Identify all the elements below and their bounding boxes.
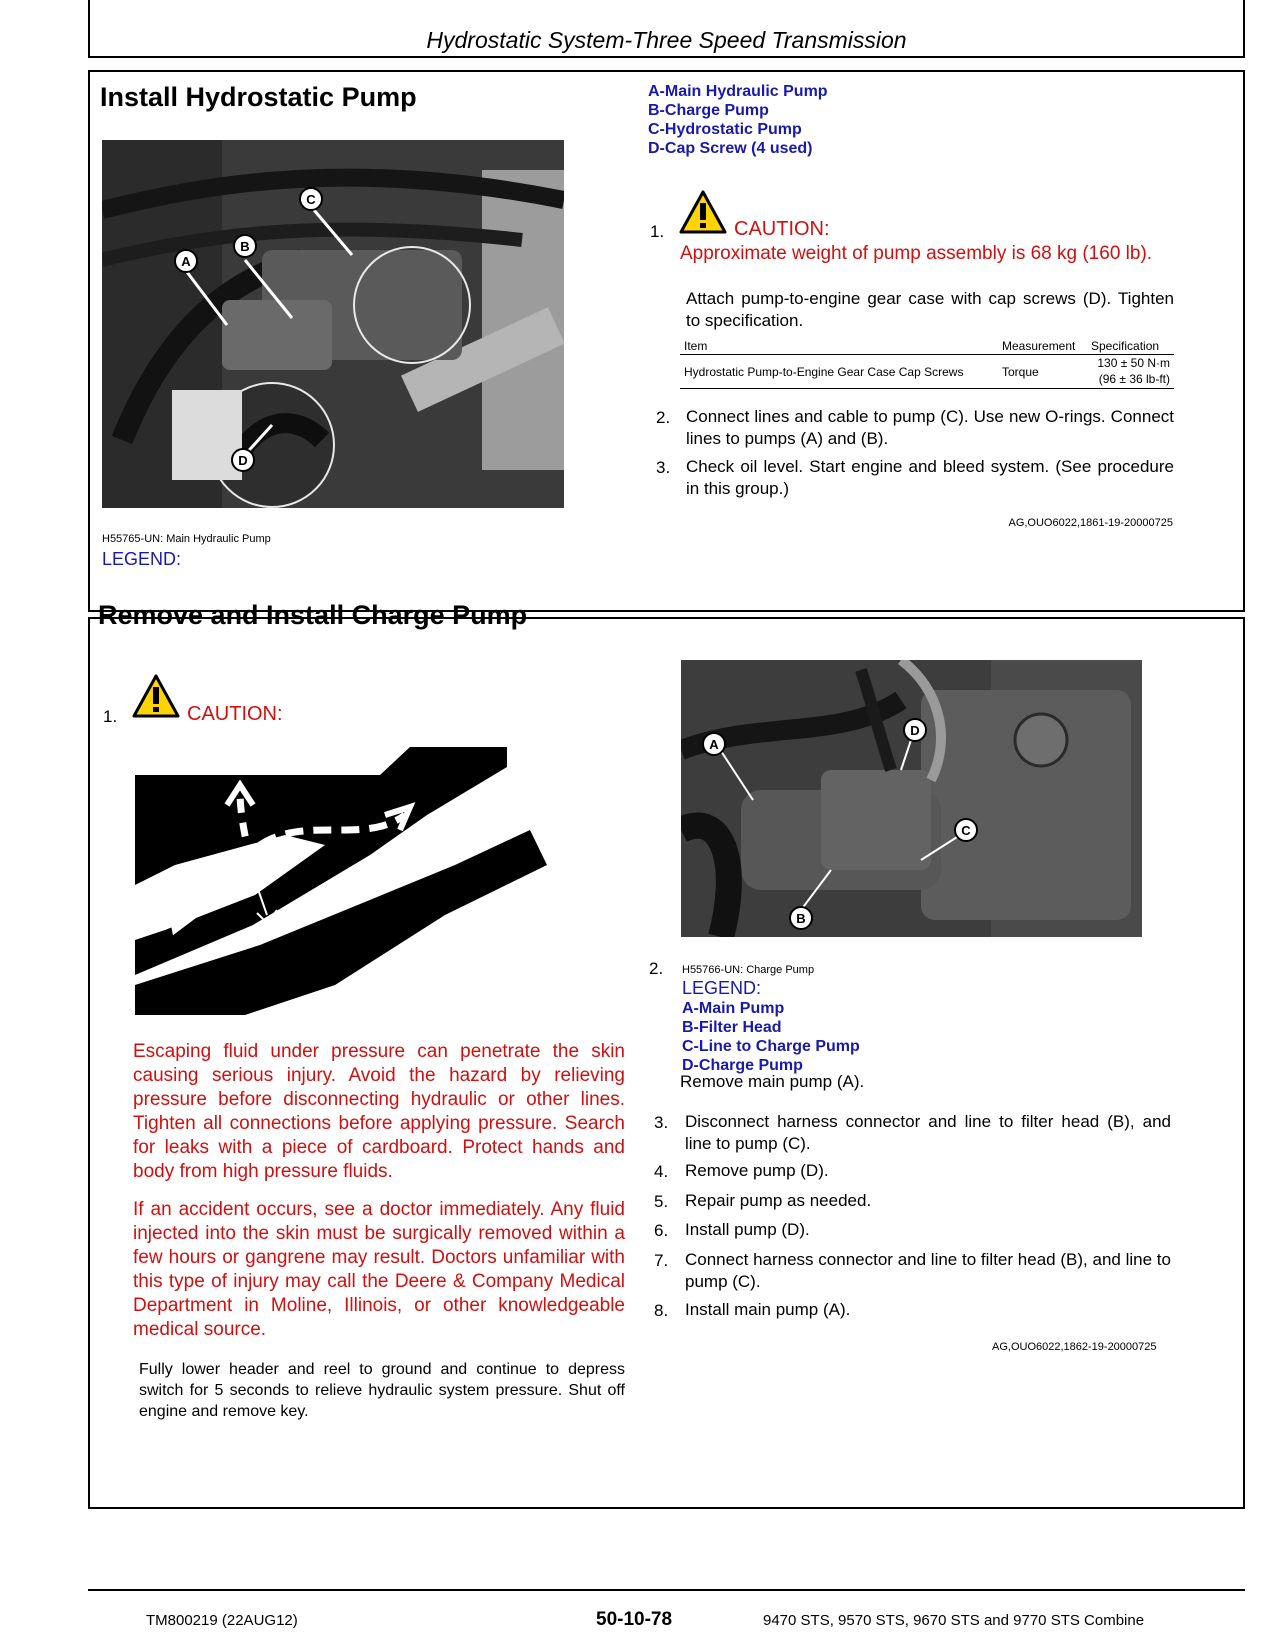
spec-measurement: Torque <box>1002 365 1039 379</box>
photo-caption: H55766-UN: Charge Pump <box>682 964 815 976</box>
step-number: 7. <box>654 1251 669 1270</box>
svg-text:C: C <box>961 823 971 838</box>
svg-text:D: D <box>910 723 920 738</box>
legend-item: B-Charge Pump <box>648 102 769 119</box>
legend-item: A-Main Pump <box>682 1000 785 1017</box>
charge-pump-photo <box>681 660 1142 937</box>
step-text: Remove pump (D). <box>685 1161 829 1180</box>
torque-spec-table <box>680 337 1174 390</box>
spec-header-item: Item <box>684 339 708 353</box>
spec-item: Hydrostatic Pump-to-Engine Gear Case Cap Screws <box>684 365 964 379</box>
step-text: Install main pump (A). <box>685 1300 851 1319</box>
warning-paragraph: If an accident occurs, see a doctor immediately. Any fluid injected into the skin must be surgically removed within a few hours or gangrene may result. Doctors unfamiliar with this type of injury may call the Deere & Company Medical Department in Moline, Illinois, or other knowledgeable medical source. <box>133 1199 625 1340</box>
step-number: 1. <box>650 222 665 241</box>
legend-item: B-Filter Head <box>682 1019 782 1036</box>
step-number: 2. <box>649 959 664 978</box>
svg-text:A: A <box>709 737 719 752</box>
legend-item: D-Cap Screw (4 used) <box>648 140 813 157</box>
svg-text:D: D <box>238 453 248 468</box>
callout-a <box>175 250 197 272</box>
step-number: 3. <box>654 1113 669 1132</box>
legend-list <box>648 82 828 158</box>
step-text: Remove main pump (A). <box>680 1072 865 1091</box>
svg-text:B: B <box>240 239 250 254</box>
step-number: 1. <box>103 707 118 726</box>
spec-table-header <box>680 337 1174 355</box>
high-pressure-fluid-hazard-icon <box>135 745 547 1015</box>
footer-page-number: 50-10-78 <box>596 1609 673 1630</box>
footer-rule <box>88 1589 1245 1591</box>
callout-c <box>955 819 977 841</box>
spec-value-metric: 130 ± 50 N·m <box>1097 356 1170 370</box>
spec-value-imperial: (96 ± 36 lb-ft) <box>1098 372 1170 386</box>
section-title: Remove and Install Charge Pump <box>98 600 528 630</box>
callout-b <box>790 907 812 929</box>
warning-paragraph: Escaping fluid under pressure can penetrate the skin causing serious injury. Avoid the hazard by relieving pressure before disconnecting hydraulic or other lines. Tighten all connections before applying pressure. Search for leaks with a piece of cardboard. Protect hands and body from high pressure fluids. <box>133 1041 625 1182</box>
legend-label: LEGEND: <box>682 978 762 998</box>
legend-list <box>682 999 860 1075</box>
step-text: Check oil level. Start engine and bleed system. (See procedure in this group.) <box>686 457 1174 498</box>
footer-model-list: 9470 STS, 9570 STS, 9670 STS and 9770 STS Combine <box>763 1612 1145 1629</box>
legend-item: C-Hydrostatic Pump <box>648 121 802 138</box>
callout-c <box>300 188 322 210</box>
caution-text: Approximate weight of pump assembly is 68 kg (160 lb). <box>680 243 1153 264</box>
svg-text:B: B <box>796 911 806 926</box>
step-number: 5. <box>654 1192 669 1211</box>
spec-table-row <box>680 355 1174 389</box>
footer-doc-id: TM800219 (22AUG12) <box>146 1612 298 1629</box>
legend-item: C-Line to Charge Pump <box>682 1038 860 1055</box>
page-header <box>88 0 1245 58</box>
pump-photo-illustration <box>102 140 564 508</box>
photo-caption: H55765-UN: Main Hydraulic Pump <box>102 533 271 545</box>
svg-text:C: C <box>306 192 316 207</box>
main-hydraulic-pump-photo <box>102 140 564 508</box>
page-header-title: Hydrostatic System-Three Speed Transmission <box>426 27 907 53</box>
caution-label: CAUTION: <box>734 218 830 240</box>
reference-code: AG,OUO6022,1862-19-20000725 <box>992 1341 1157 1353</box>
step-text: Install pump (D). <box>685 1220 810 1239</box>
spec-header-measurement: Measurement <box>1002 339 1076 353</box>
callout-b <box>234 235 256 257</box>
install-hydrostatic-pump-section <box>88 70 1245 612</box>
section-title: Install Hydrostatic Pump <box>100 82 417 112</box>
step-number: 6. <box>654 1221 669 1240</box>
step-text: Connect lines and cable to pump (C). Use new O-rings. Connect lines to pumps (A) and (B). <box>686 407 1174 448</box>
legend-label: LEGEND: <box>102 549 182 569</box>
step-number: 4. <box>654 1162 669 1181</box>
legend-item: D-Charge Pump <box>682 1057 803 1074</box>
caution-label: CAUTION: <box>187 703 283 725</box>
legend-item: A-Main Hydraulic Pump <box>648 83 828 100</box>
callout-d <box>904 719 926 741</box>
warning-triangle-icon <box>131 673 181 719</box>
svg-text:A: A <box>181 254 191 269</box>
step-number: 3. <box>656 458 671 477</box>
charge-pump-illustration <box>681 660 1142 937</box>
warning-triangle-icon <box>678 189 728 235</box>
attach-instruction: Attach pump-to-engine gear case with cap screws (D). Tighten to specification. <box>686 289 1174 330</box>
callout-a <box>703 733 725 755</box>
step-text: Connect harness connector and line to filter head (B), and line to pump (C). <box>685 1250 1171 1291</box>
relieve-pressure-instruction: Fully lower header and reel to ground and continue to depress switch for 5 seconds to relieve hydraulic system pressure. Shut off engine and remove key. <box>139 1361 625 1420</box>
spec-header-specification: Specification <box>1091 339 1160 353</box>
step-text: Disconnect harness connector and line to filter head (B), and line to pump (C). <box>685 1112 1171 1153</box>
step-number: 2. <box>656 408 671 427</box>
callout-d <box>232 449 254 471</box>
step-text: Repair pump as needed. <box>685 1191 872 1210</box>
step-number: 8. <box>654 1301 669 1320</box>
reference-code: AG,OUO6022,1861-19-20000725 <box>1008 517 1173 529</box>
